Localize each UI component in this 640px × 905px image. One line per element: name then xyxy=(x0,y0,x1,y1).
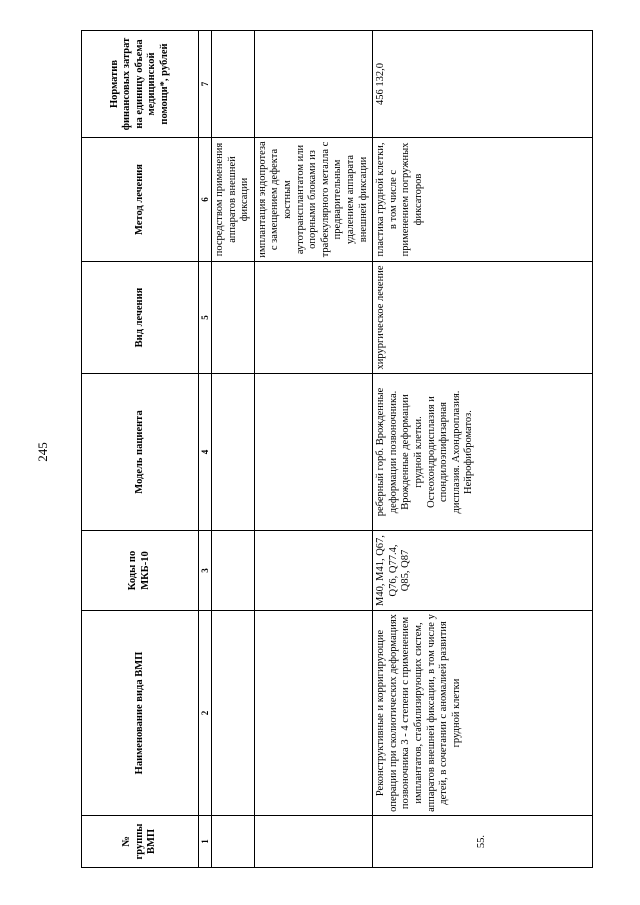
column-number: 4 xyxy=(199,374,212,531)
cell-method: имплантация эндопротеза с замещением дефекта костным аутотрансплантатом или опорными блоками из трабекулярного металла с предварительным удалением аппарата внешней фиксации xyxy=(254,138,372,262)
cell-cost xyxy=(254,31,372,138)
page-number: 245 xyxy=(35,442,50,462)
column-number: 7 xyxy=(199,31,212,138)
cell-cost: 456 132,0 xyxy=(373,31,593,138)
column-number: 6 xyxy=(199,138,212,262)
column-number: 5 xyxy=(199,262,212,374)
cell-name xyxy=(254,611,372,816)
cell-cost xyxy=(212,31,255,138)
cell-treatment xyxy=(212,262,255,374)
cell-treatment: хирургическое лечение xyxy=(373,262,593,374)
cell-treatment xyxy=(254,262,372,374)
cell-group xyxy=(254,816,372,868)
header-row xyxy=(82,31,199,868)
cell-model xyxy=(212,374,255,531)
header-group-number: № группы ВМП xyxy=(82,816,199,868)
cell-group: 55. xyxy=(373,816,593,868)
cell-name: Реконструктивные и корригирующие операции при сколиотических деформациях позвоночника 3 - 4 степени с применением имплантатов, стабилизирующих систем, аппаратов внешней фиксации, в том числе у детей, в сочетании с аномалией развития грудной клетки xyxy=(373,611,593,816)
cell-method: пластика грудной клетки, в том числе с применением погружных фиксаторов xyxy=(373,138,593,262)
column-number: 3 xyxy=(199,531,212,611)
cell-name xyxy=(212,611,255,816)
cell-group xyxy=(212,816,255,868)
header-cost-norm: Норматив финансовых затрат на единицу объема медицинской помощи*, рублей xyxy=(82,31,199,138)
table-row xyxy=(212,31,255,868)
cell-model: реберный горб. Врожденные деформации позвоночника. Врожденные деформации грудной клетки. Остеохондродисплазия и спондилоэпифизарная дисплазия. Ахондроплазия. Нейрофиброматоз. xyxy=(373,374,593,531)
vmp-table xyxy=(81,30,593,868)
cell-codes xyxy=(254,531,372,611)
header-patient-model: Модель пациента xyxy=(82,374,199,531)
cell-model xyxy=(254,374,372,531)
rotated-table-frame xyxy=(81,31,541,868)
table-row xyxy=(373,31,593,868)
column-number: 2 xyxy=(199,611,212,816)
header-treatment-type: Вид лечения xyxy=(82,262,199,374)
column-number: 1 xyxy=(199,816,212,868)
cell-codes xyxy=(212,531,255,611)
header-icd-codes: Коды по МКБ-10 xyxy=(82,531,199,611)
table-row xyxy=(254,31,372,868)
header-treatment-method: Метод лечения xyxy=(82,138,199,262)
header-vmp-name: Наименование вида ВМП xyxy=(82,611,199,816)
cell-method: посредством применения аппаратов внешней фиксации xyxy=(212,138,255,262)
rotated-table-inner xyxy=(81,31,541,868)
column-number-row xyxy=(199,31,212,868)
cell-codes: M40, M41, Q67, Q76, Q77.4, Q85, Q87 xyxy=(373,531,593,611)
